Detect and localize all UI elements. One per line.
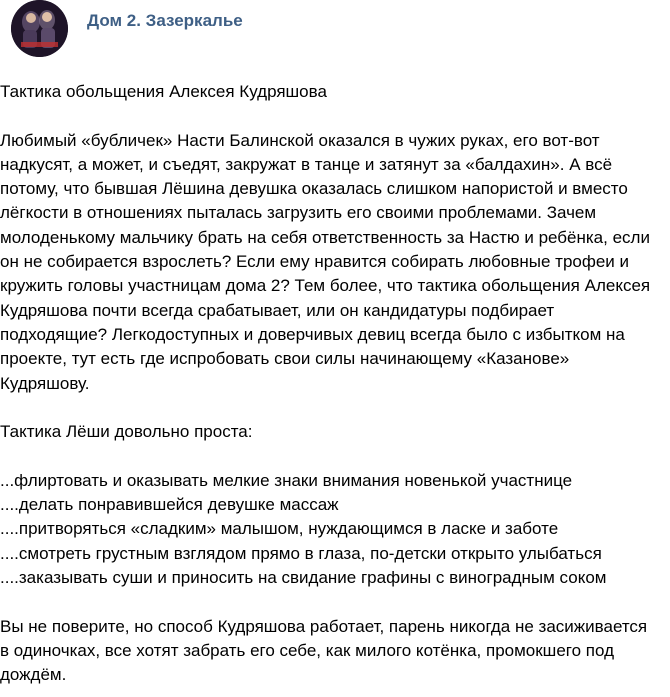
- group-name-link[interactable]: Дом 2. Зазеркалье: [87, 11, 243, 30]
- paragraph1-line: проекте, тут есть где испробовать свои силы начинающему «Казанове»: [0, 349, 570, 369]
- paragraph1-line: потому, что бывшая Лёшина девушка оказалась слишком напористой и вместо: [0, 179, 628, 199]
- paragraph2: Тактика Лёши довольно проста:: [0, 422, 253, 442]
- paragraph1-line: Кудряшову.: [0, 373, 90, 393]
- paragraph1-line: подходящие? Легкодоступных и доверчивых девиц всегда было с избытком на: [0, 324, 625, 344]
- paragraph1-line: надкусят, а может, и съедят, закружат в танце и затянут за «балдахин». А всё: [0, 154, 613, 174]
- list-item: ....делать понравившейся девушке массаж: [0, 495, 339, 515]
- paragraph1-line: кружить головы участницам дома 2? Тем более, что тактика обольщения Алексея: [0, 276, 651, 296]
- post-text: [0, 80, 670, 687]
- list-item: ....заказывать суши и приносить на свидание графины с виноградным соком: [0, 567, 607, 587]
- post-title: Тактика обольщения Алексея Кудряшова: [0, 82, 327, 101]
- post-header: [0, 0, 670, 60]
- spacer: [0, 396, 670, 420]
- list-item: ....смотреть грустным взглядом прямо в глаза, по-детски открыто улыбаться: [0, 543, 602, 563]
- spacer: [0, 444, 670, 468]
- spacer: [0, 104, 670, 128]
- paragraph3-line: Вы не поверите, но способ Кудряшова работает, парень никогда не засиживается: [0, 616, 648, 636]
- list-item: ....притворяться «сладким» малышом, нуждающимся в ласке и заботе: [0, 519, 559, 539]
- paragraph1-line: Кудряшова почти всегда срабатывает, или он кандидатуры подбирает: [0, 300, 555, 320]
- paragraph1-line: молоденькому мальчику брать на себя ответственность за Настю и ребёнка, если: [0, 227, 650, 247]
- paragraph1-line: лёгкости в отношениях пыталась загрузить его своими проблемами. Зачем: [0, 203, 597, 223]
- list-item: ...флиртовать и оказывать мелкие знаки внимания новенькой участнице: [0, 470, 573, 490]
- group-avatar[interactable]: [11, 0, 68, 57]
- paragraph3-line: в одиночках, все хотят забрать его себе, как милого котёнка, промокшего под: [0, 640, 614, 660]
- group-avatar-image-icon: [11, 0, 68, 57]
- paragraph1-line: Любимый «бубличек» Насти Балинской оказался в чужих руках, его вот-вот: [0, 130, 600, 150]
- paragraph1-line: он не собирается взрослеть? Если ему нравится собирать любовные трофеи и: [0, 252, 630, 272]
- spacer: [0, 590, 670, 614]
- paragraph3-line: дождём.: [0, 665, 67, 685]
